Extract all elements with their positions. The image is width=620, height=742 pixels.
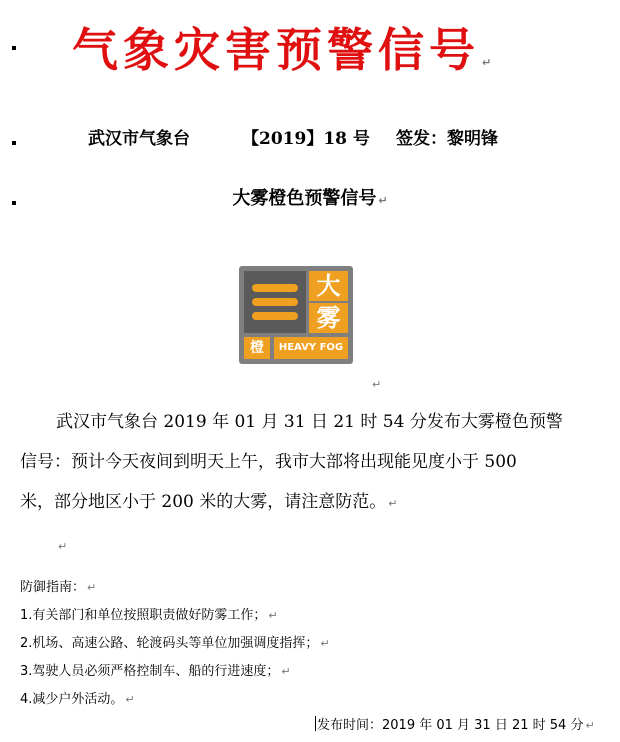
guide-item: 3.驾驶人员必须严格控制车、船的行进速度； ↵ xyxy=(20,664,291,679)
fog-line xyxy=(252,312,298,320)
alert-body xyxy=(20,402,590,524)
body-line: 米，部分地区小于 200 米的大雾，请注意防范。 ↵ xyxy=(20,492,398,512)
guide-item: 4.减少户外活动。 ↵ xyxy=(20,692,135,707)
fog-line xyxy=(252,284,298,292)
icon-char-top: 大 xyxy=(309,271,348,301)
signal-title: 大雾橙色预警信号 ↵ xyxy=(232,188,388,209)
paragraph-mark: ↵ xyxy=(125,693,135,706)
heavy-fog-orange-signal-icon xyxy=(239,266,353,364)
paragraph-mark: ↵ xyxy=(585,719,595,732)
release-time: 发布时间：2019 年 01 月 31 日 21 时 54 分 ↵ xyxy=(317,718,595,733)
paragraph-mark: ↵ xyxy=(388,497,398,510)
paragraph-mark: ↵ xyxy=(58,540,68,553)
body-line: 信号：预计今天夜间到明天上午，我市大部将出现能见度小于 500 xyxy=(20,452,517,472)
icon-char-bottom: 雾 xyxy=(309,303,348,333)
signer: 签发：黎明锋 xyxy=(396,129,498,149)
guide-item: 1.有关部门和单位按照职责做好防雾工作； ↵ xyxy=(20,608,278,623)
fog-line xyxy=(252,298,298,306)
issuer: 武汉市气象台 xyxy=(88,129,190,149)
bullet-mark xyxy=(12,46,16,50)
paragraph-mark: ↵ xyxy=(87,581,97,594)
paragraph-mark: ↵ xyxy=(482,56,497,69)
paragraph-mark: ↵ xyxy=(372,378,382,391)
guide-heading: 防御指南： ↵ xyxy=(20,580,97,595)
icon-english-label: HEAVY FOG xyxy=(274,337,348,359)
doc-number: 【2019】18 号 xyxy=(242,129,370,149)
fog-lines-panel xyxy=(244,271,306,333)
text-cursor xyxy=(315,716,316,731)
body-line: 武汉市气象台 2019 年 01 月 31 日 21 时 54 分发布大雾橙色预警 xyxy=(56,412,563,432)
paragraph-mark: ↵ xyxy=(281,665,291,678)
paragraph-mark: ↵ xyxy=(268,609,278,622)
page-title: 气象灾害预警信号 ↵ xyxy=(72,23,497,77)
paragraph-mark: ↵ xyxy=(378,194,388,207)
paragraph-mark: ↵ xyxy=(320,637,330,650)
bullet-mark xyxy=(12,141,16,145)
icon-color-char: 橙 xyxy=(244,337,270,359)
guide-item: 2.机场、高速公路、轮渡码头等单位加强调度指挥； ↵ xyxy=(20,636,330,651)
